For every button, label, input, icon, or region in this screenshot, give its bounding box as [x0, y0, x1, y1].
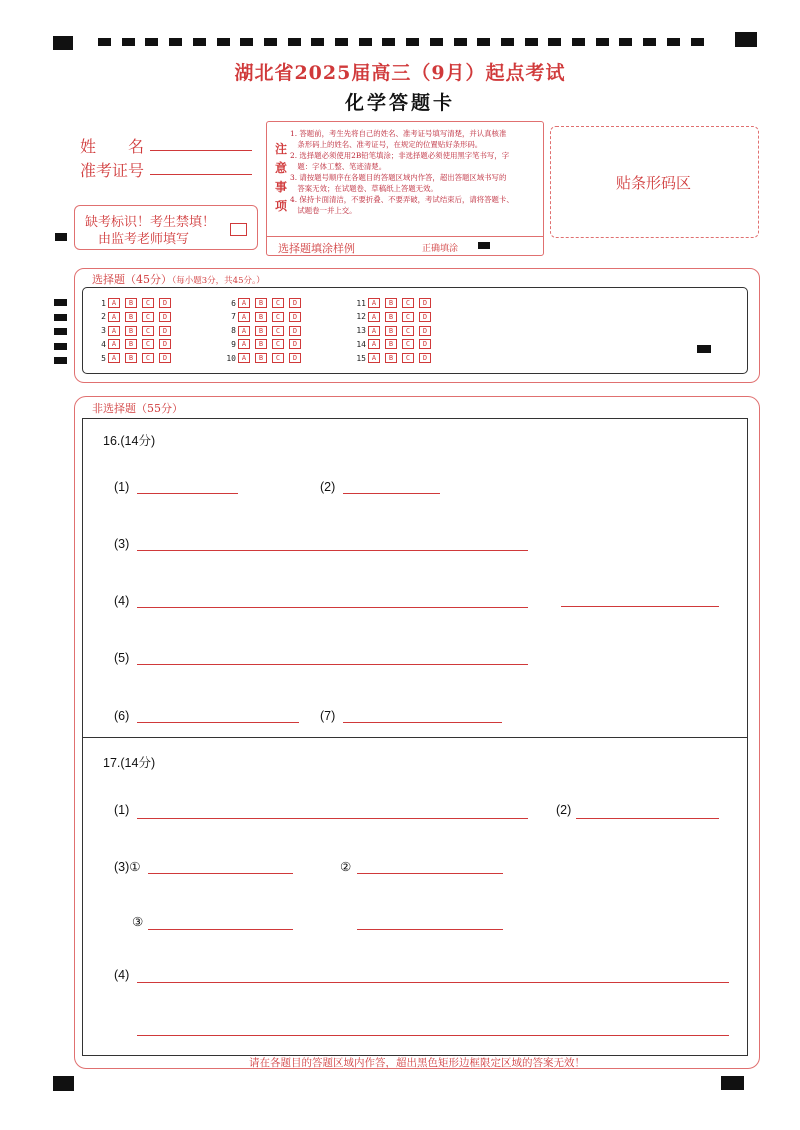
- timing-mark: [122, 38, 135, 46]
- left-timing-mark: [54, 314, 67, 321]
- timing-mark: [643, 38, 656, 46]
- notice-item: 3. 请按题号顺序在各题目的答题区域内作答，超出答题区域书写的: [290, 173, 507, 182]
- option-bubble-a[interactable]: A: [368, 353, 380, 363]
- notice-item: 1. 答题前，考生先将自己的姓名、准考证号填写清楚，并认真核准: [290, 129, 507, 138]
- exam-id-label: 准考证号: [80, 161, 145, 180]
- corner-mark-bottom-right: [721, 1076, 744, 1090]
- left-timing-mark: [54, 357, 67, 364]
- q16-label-4: (4): [114, 594, 130, 608]
- timing-mark: [525, 38, 538, 46]
- option-bubble-b[interactable]: B: [255, 353, 267, 363]
- exam-id-field[interactable]: [150, 174, 252, 175]
- q17-answer-4b[interactable]: [137, 1035, 729, 1036]
- option-bubble-d[interactable]: D: [159, 326, 171, 336]
- option-bubble-d[interactable]: D: [419, 312, 431, 322]
- q16-answer-1[interactable]: [137, 493, 238, 494]
- q17-title: 17.(14分): [103, 756, 156, 770]
- option-bubble-c[interactable]: C: [142, 339, 154, 349]
- timing-mark: [477, 38, 490, 46]
- notice-side-label: [274, 140, 288, 216]
- choice-title: [92, 271, 265, 287]
- choice-question-row: [92, 352, 176, 364]
- timing-mark: [454, 38, 467, 46]
- timing-mark: [501, 38, 514, 46]
- choice-question-row: [92, 325, 176, 337]
- q17-label-4: (4): [114, 968, 130, 982]
- option-bubble-a[interactable]: A: [368, 298, 380, 308]
- q17-label-3-3: ③: [132, 915, 144, 929]
- option-bubble-d[interactable]: D: [419, 353, 431, 363]
- option-bubble-b[interactable]: B: [385, 326, 397, 336]
- timing-mark: [382, 38, 395, 46]
- notice-item: 2. 选择题必须使用2B铅笔填涂；非选择题必须使用黑字笔书写，字: [290, 151, 510, 160]
- q16-label-3: (3): [114, 537, 130, 551]
- option-bubble-a[interactable]: A: [238, 339, 250, 349]
- option-bubble-d[interactable]: D: [419, 326, 431, 336]
- q17-label-1: (1): [114, 803, 130, 817]
- option-bubble-d[interactable]: D: [159, 339, 171, 349]
- q16-label-6: (6): [114, 709, 130, 723]
- option-bubble-a[interactable]: A: [368, 312, 380, 322]
- timing-mark: [240, 38, 253, 46]
- choice-question-row: [352, 352, 436, 364]
- option-bubble-b[interactable]: B: [385, 353, 397, 363]
- name-field[interactable]: [150, 150, 252, 151]
- option-bubble-c[interactable]: C: [272, 298, 284, 308]
- timing-mark: [596, 38, 609, 46]
- nonchoice-title: 非选择题（55分）: [92, 402, 183, 415]
- q17-label-3-1: (3)①: [114, 860, 141, 874]
- q16-answer-5[interactable]: [137, 664, 528, 665]
- option-bubble-b[interactable]: B: [125, 298, 137, 308]
- option-bubble-b[interactable]: B: [255, 298, 267, 308]
- timing-mark: [288, 38, 301, 46]
- option-bubble-b[interactable]: B: [125, 339, 137, 349]
- option-bubble-c[interactable]: C: [402, 298, 414, 308]
- option-bubble-d[interactable]: D: [289, 339, 301, 349]
- timing-mark: [548, 38, 561, 46]
- absent-checkbox[interactable]: [230, 223, 247, 236]
- question-number: 6: [231, 298, 236, 308]
- timing-mark: [572, 38, 585, 46]
- notice-item: 题：字体工整、笔迹清楚。: [290, 162, 387, 171]
- option-bubble-a[interactable]: A: [238, 326, 250, 336]
- choice-question-row: [352, 311, 436, 323]
- option-bubble-b[interactable]: B: [255, 312, 267, 322]
- option-bubble-c[interactable]: C: [142, 353, 154, 363]
- choice-question-row: [352, 338, 436, 350]
- timing-mark: [430, 38, 443, 46]
- left-timing-mark: [54, 328, 67, 335]
- question-number: 7: [231, 312, 236, 322]
- notice-char: 意: [274, 161, 287, 175]
- option-bubble-c[interactable]: C: [402, 353, 414, 363]
- notice-divider: [266, 236, 543, 237]
- option-bubble-c[interactable]: C: [272, 353, 284, 363]
- option-bubble-c[interactable]: C: [272, 339, 284, 349]
- question-number: 11: [356, 298, 366, 308]
- timing-mark: [217, 38, 230, 46]
- timing-mark: [311, 38, 324, 46]
- question-number: 13: [356, 326, 366, 336]
- notice-text: [290, 128, 540, 216]
- question-number: 12: [356, 312, 366, 322]
- corner-mark-bottom-left: [53, 1076, 74, 1091]
- timing-mark: [691, 38, 704, 46]
- correct-fill-label: 正确填涂: [422, 244, 459, 254]
- option-bubble-a[interactable]: A: [238, 312, 250, 322]
- notice-item: 4. 保持卡面清洁，不要折叠、不要弄破，考试结束后，请将答题卡、: [290, 195, 514, 204]
- question-number: 9: [231, 339, 236, 349]
- timing-mark: [359, 38, 372, 46]
- absent-line-2: 由监考老师填写: [98, 232, 190, 247]
- option-bubble-c[interactable]: C: [402, 326, 414, 336]
- q16-answer-7[interactable]: [343, 722, 502, 723]
- timing-mark: [667, 38, 680, 46]
- option-bubble-d[interactable]: D: [159, 312, 171, 322]
- left-timing-mark: [54, 299, 67, 306]
- q17-answer-3-4[interactable]: [357, 929, 503, 930]
- name-label: 姓 名: [80, 137, 145, 156]
- option-bubble-a[interactable]: A: [108, 353, 120, 363]
- q17-label-3-2: ②: [340, 860, 352, 874]
- option-bubble-a[interactable]: A: [238, 353, 250, 363]
- notice-char: 事: [274, 180, 287, 194]
- option-bubble-d[interactable]: D: [289, 312, 301, 322]
- q17-answer-3-2[interactable]: [357, 873, 503, 874]
- q16-answer-3[interactable]: [137, 550, 528, 551]
- option-bubble-d[interactable]: D: [289, 353, 301, 363]
- q17-answer-3-1[interactable]: [148, 873, 293, 874]
- choice-question-row: [222, 352, 306, 364]
- choice-note: （每小题3分，共45分。）: [172, 276, 265, 286]
- notice-item: 条形码上的姓名、准考证号，在规定的位置贴好条形码。: [290, 140, 483, 149]
- q17-answer-2[interactable]: [576, 818, 719, 819]
- footer-warning: 请在各题目的答题区域内作答，超出黑色矩形边框限定区域的答案无效！: [249, 1057, 585, 1069]
- timing-mark: [98, 38, 111, 46]
- notice-char: 注: [274, 142, 287, 156]
- choice-title-text: 选择题（45分）: [92, 273, 172, 286]
- option-bubble-a[interactable]: A: [368, 326, 380, 336]
- choice-question-row: [92, 338, 176, 350]
- notice-item: 答案无效；在试题卷、草稿纸上答题无效。: [290, 184, 438, 193]
- option-bubble-a[interactable]: A: [108, 298, 120, 308]
- example-label: 选择题填涂样例: [278, 242, 355, 255]
- q16-answer-6[interactable]: [137, 722, 299, 723]
- option-bubble-c[interactable]: C: [272, 312, 284, 322]
- option-bubble-b[interactable]: B: [125, 312, 137, 322]
- q17-answer-4a[interactable]: [137, 982, 729, 983]
- option-bubble-b[interactable]: B: [125, 326, 137, 336]
- q16-title: 16.(14分): [103, 434, 156, 448]
- q16-answer-4b[interactable]: [561, 606, 719, 607]
- choice-question-row: [222, 325, 306, 337]
- q17-answer-1[interactable]: [137, 818, 528, 819]
- option-bubble-c[interactable]: C: [402, 312, 414, 322]
- choice-question-row: [352, 325, 436, 337]
- option-bubble-d[interactable]: D: [419, 339, 431, 349]
- q16-label-5: (5): [114, 651, 130, 665]
- left-timing-mark: [54, 343, 67, 350]
- option-bubble-d[interactable]: D: [159, 353, 171, 363]
- option-bubble-b[interactable]: B: [385, 339, 397, 349]
- q16-label-7: (7): [320, 709, 336, 723]
- option-bubble-a[interactable]: A: [238, 298, 250, 308]
- card-title: 化学答题卡: [344, 92, 455, 114]
- option-bubble-b[interactable]: B: [125, 353, 137, 363]
- option-bubble-d[interactable]: D: [419, 298, 431, 308]
- timing-mark: [335, 38, 348, 46]
- question-number: 2: [101, 312, 106, 322]
- option-bubble-a[interactable]: A: [108, 326, 120, 336]
- choice-question-row: [92, 311, 176, 323]
- option-bubble-d[interactable]: D: [289, 326, 301, 336]
- option-bubble-b[interactable]: B: [385, 298, 397, 308]
- corner-mark-top-right: [735, 32, 757, 47]
- q17-answer-3-3[interactable]: [148, 929, 293, 930]
- q16-answer-4a[interactable]: [137, 607, 528, 608]
- correct-fill-sample: [478, 242, 490, 249]
- timing-mark: [169, 38, 182, 46]
- option-bubble-b[interactable]: B: [255, 326, 267, 336]
- barcode-label: 贴条形码区: [615, 174, 691, 192]
- option-bubble-a[interactable]: A: [368, 339, 380, 349]
- option-bubble-c[interactable]: C: [402, 339, 414, 349]
- option-bubble-c[interactable]: C: [272, 326, 284, 336]
- timing-mark: [193, 38, 206, 46]
- question-number: 5: [101, 353, 106, 363]
- question-number: 1: [101, 298, 106, 308]
- question-divider: [82, 737, 748, 738]
- absent-line-1: 缺考标识！考生禁填！: [85, 215, 216, 230]
- q16-label-1: (1): [114, 480, 130, 494]
- choice-question-row: [222, 338, 306, 350]
- timing-mark: [145, 38, 158, 46]
- choice-question-row: [352, 297, 436, 309]
- option-bubble-a[interactable]: A: [108, 312, 120, 322]
- timing-mark: [619, 38, 632, 46]
- side-mark: [55, 233, 67, 241]
- option-bubble-c[interactable]: C: [142, 312, 154, 322]
- corner-mark-top-left: [53, 36, 73, 50]
- option-bubble-d[interactable]: D: [159, 298, 171, 308]
- question-number: 4: [101, 339, 106, 349]
- timing-mark: [406, 38, 419, 46]
- option-bubble-c[interactable]: C: [142, 298, 154, 308]
- question-number: 3: [101, 326, 106, 336]
- option-bubble-d[interactable]: D: [289, 298, 301, 308]
- choice-question-row: [222, 297, 306, 309]
- question-number: 10: [226, 353, 236, 363]
- notice-item: 试题卷一并上交。: [290, 206, 357, 215]
- question-number: 15: [356, 353, 366, 363]
- choice-question-row: [92, 297, 176, 309]
- choice-question-row: [222, 311, 306, 323]
- question-number: 14: [356, 339, 366, 349]
- q16-label-2: (2): [320, 480, 336, 494]
- q17-label-2: (2): [556, 803, 572, 817]
- timing-mark: [264, 38, 277, 46]
- q16-answer-2[interactable]: [343, 493, 440, 494]
- notice-char: 项: [274, 199, 287, 213]
- choice-mark: [697, 345, 711, 353]
- option-bubble-b[interactable]: B: [255, 339, 267, 349]
- option-bubble-c[interactable]: C: [142, 326, 154, 336]
- option-bubble-a[interactable]: A: [108, 339, 120, 349]
- exam-title: 湖北省2025届高三（9月）起点考试: [234, 62, 566, 84]
- question-number: 8: [231, 326, 236, 336]
- option-bubble-b[interactable]: B: [385, 312, 397, 322]
